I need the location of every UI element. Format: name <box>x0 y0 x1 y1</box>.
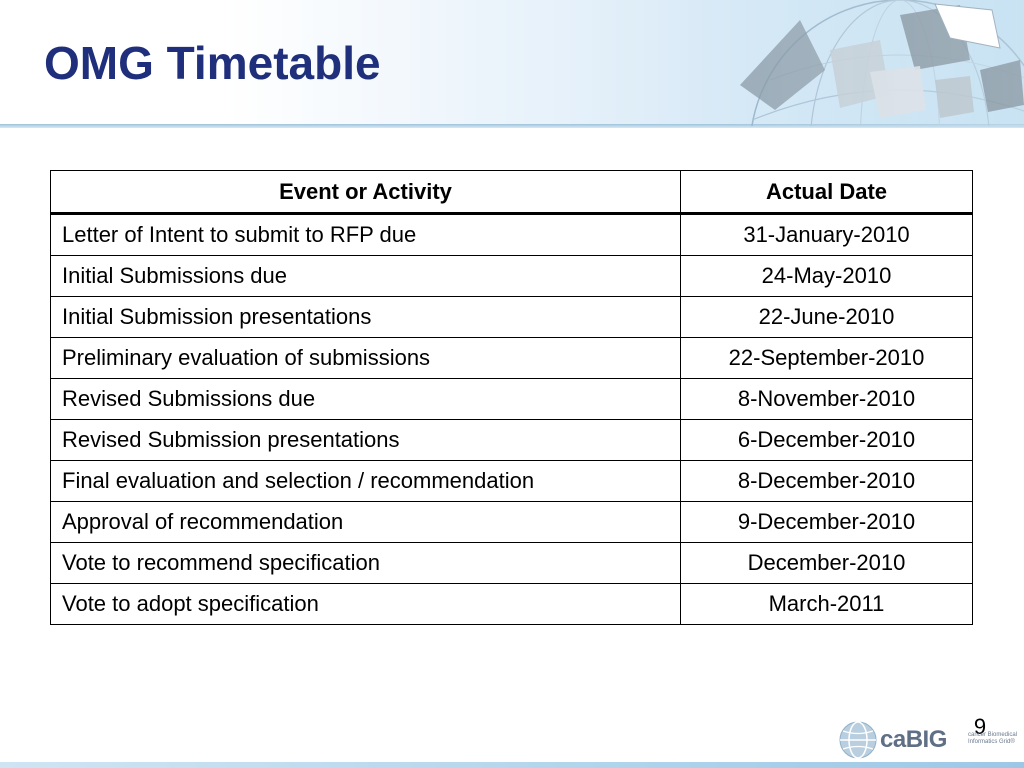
event-cell: Revised Submissions due <box>51 379 681 420</box>
table-row <box>51 379 973 420</box>
date-cell: March-2011 <box>681 584 973 625</box>
table-row <box>51 543 973 584</box>
table-row <box>51 584 973 625</box>
column-header-event: Event or Activity <box>51 171 681 214</box>
table-header-row <box>51 171 973 214</box>
date-cell: 31-January-2010 <box>681 214 973 256</box>
event-cell: Vote to adopt specification <box>51 584 681 625</box>
event-cell: Initial Submissions due <box>51 256 681 297</box>
column-header-date: Actual Date <box>681 171 973 214</box>
event-cell: Preliminary evaluation of submissions <box>51 338 681 379</box>
slide-title: OMG Timetable <box>44 37 381 89</box>
globe-collage-icon <box>730 0 1024 126</box>
table-row <box>51 338 973 379</box>
date-cell: 22-September-2010 <box>681 338 973 379</box>
table-row <box>51 214 973 256</box>
globe-icon <box>838 720 878 760</box>
table-row <box>51 461 973 502</box>
table-row <box>51 502 973 543</box>
event-cell: Vote to recommend specification <box>51 543 681 584</box>
event-cell: Letter of Intent to submit to RFP due <box>51 214 681 256</box>
table-row <box>51 420 973 461</box>
event-cell: Final evaluation and selection / recommendation <box>51 461 681 502</box>
event-cell: Approval of recommendation <box>51 502 681 543</box>
page-number: 9 <box>973 714 987 739</box>
date-cell: 8-December-2010 <box>681 461 973 502</box>
date-cell: December-2010 <box>681 543 973 584</box>
logo-subtitle: cancer Biomedical Informatics Grid® <box>968 732 1018 745</box>
date-cell: 8-November-2010 <box>681 379 973 420</box>
logo-wordmark: caBIG <box>880 726 947 753</box>
timetable-table <box>50 170 973 625</box>
table-row <box>51 297 973 338</box>
date-cell: 6-December-2010 <box>681 420 973 461</box>
date-cell: 22-June-2010 <box>681 297 973 338</box>
cabig-logo <box>838 720 1018 760</box>
event-cell: Revised Submission presentations <box>51 420 681 461</box>
date-cell: 9-December-2010 <box>681 502 973 543</box>
table-row <box>51 256 973 297</box>
event-cell: Initial Submission presentations <box>51 297 681 338</box>
date-cell: 24-May-2010 <box>681 256 973 297</box>
footer-bar <box>0 762 1024 768</box>
